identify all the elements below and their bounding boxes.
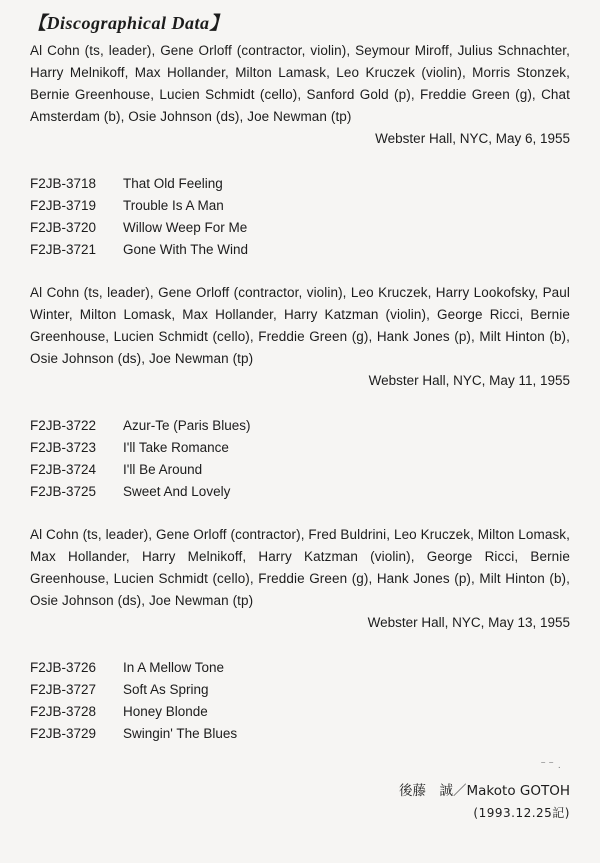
matrix-number: F2JB-3724	[30, 462, 97, 477]
track-list	[30, 173, 570, 261]
track-row	[30, 437, 570, 459]
track-row	[30, 415, 570, 437]
track-title: Trouble Is A Man	[123, 198, 224, 213]
author-signature	[399, 780, 570, 824]
track-title: Azur-Te (Paris Blues)	[123, 418, 251, 433]
matrix-number: F2JB-3719	[30, 198, 97, 213]
track-title: Honey Blonde	[123, 704, 208, 719]
track-title: I'll Take Romance	[123, 440, 229, 455]
track-list	[30, 657, 570, 745]
section-heading: 【Discographical Data】	[28, 13, 229, 33]
session-personnel: Al Cohn (ts, leader), Gene Orloff (contractor), Fred Buldrini, Leo Kruczek, Milton Lomask, Max Hollander, Harry Melnikoff, Harry Katzman (violin), George Ricci, Bernie Greenhouse, Lucien Schmidt (cello), Freddie Green (g), Hank Jones (p), Milt Hinton (b), Osie Johnson (ds), Joe Newman (tp)	[30, 527, 570, 608]
session-2	[30, 282, 570, 524]
matrix-number: F2JB-3720	[30, 220, 97, 235]
track-title: In A Mellow Tone	[123, 660, 225, 675]
session-place-date: Webster Hall, NYC, May 13, 1955	[367, 615, 570, 630]
matrix-number: F2JB-3726	[30, 660, 97, 675]
track-row	[30, 481, 570, 503]
track-title: Swingin' The Blues	[123, 726, 238, 741]
track-title: Soft As Spring	[123, 682, 209, 697]
track-row	[30, 195, 570, 217]
written-date: (1993.12.25記)	[473, 806, 570, 820]
session-personnel: Al Cohn (ts, leader), Gene Orloff (contractor, violin), Seymour Miroff, Julius Schnachter, Harry Melnikoff, Max Hollander, Milton Lamask, Leo Kruczek (violin), Morris Stonzek, Bernie Greenhouse, Lucien Schmidt (cello), Sanford Gold (p), Freddie Green (g), Chat Amsterdam (b), Osie Johnson (ds), Joe Newman (tp)	[30, 43, 570, 124]
matrix-number: F2JB-3722	[30, 418, 97, 433]
track-title: Willow Weep For Me	[123, 220, 248, 235]
matrix-number: F2JB-3728	[30, 704, 97, 719]
session-3	[30, 524, 570, 745]
matrix-number: F2JB-3718	[30, 176, 97, 191]
track-title: Sweet And Lovely	[123, 484, 231, 499]
matrix-number: F2JB-3723	[30, 440, 97, 455]
track-title: I'll Be Around	[123, 462, 203, 477]
track-row	[30, 701, 570, 723]
session-place-date: Webster Hall, NYC, May 6, 1955	[375, 131, 570, 146]
matrix-number: F2JB-3727	[30, 682, 97, 697]
session-place-date: Webster Hall, NYC, May 11, 1955	[368, 373, 570, 388]
track-row	[30, 723, 570, 745]
matrix-number: F2JB-3725	[30, 484, 97, 499]
track-list	[30, 415, 570, 503]
matrix-number: F2JB-3721	[30, 242, 97, 257]
session-1	[30, 40, 570, 282]
matrix-number: F2JB-3729	[30, 726, 97, 741]
session-personnel: Al Cohn (ts, leader), Gene Orloff (contractor, violin), Leo Kruczek, Harry Lookofsky, Paul Winter, Milton Lomask, Max Hollander, Harry Katzman (violin), George Ricci, Bernie Greenhouse, Lucien Schmidt (cello), Freddie Green (g), Hank Jones (p), Milt Hinton (b), Osie Johnson (ds), Joe Newman (tp)	[30, 285, 570, 366]
track-row	[30, 217, 570, 239]
print-smudge: ‾ ‾ ·	[541, 762, 562, 773]
track-row	[30, 657, 570, 679]
track-row	[30, 239, 570, 261]
author-name: 後藤 誠／Makoto GOTOH	[399, 783, 570, 799]
track-title: That Old Feeling	[123, 176, 223, 191]
track-title: Gone With The Wind	[123, 242, 249, 257]
track-row	[30, 173, 570, 195]
track-row	[30, 679, 570, 701]
track-row	[30, 459, 570, 481]
